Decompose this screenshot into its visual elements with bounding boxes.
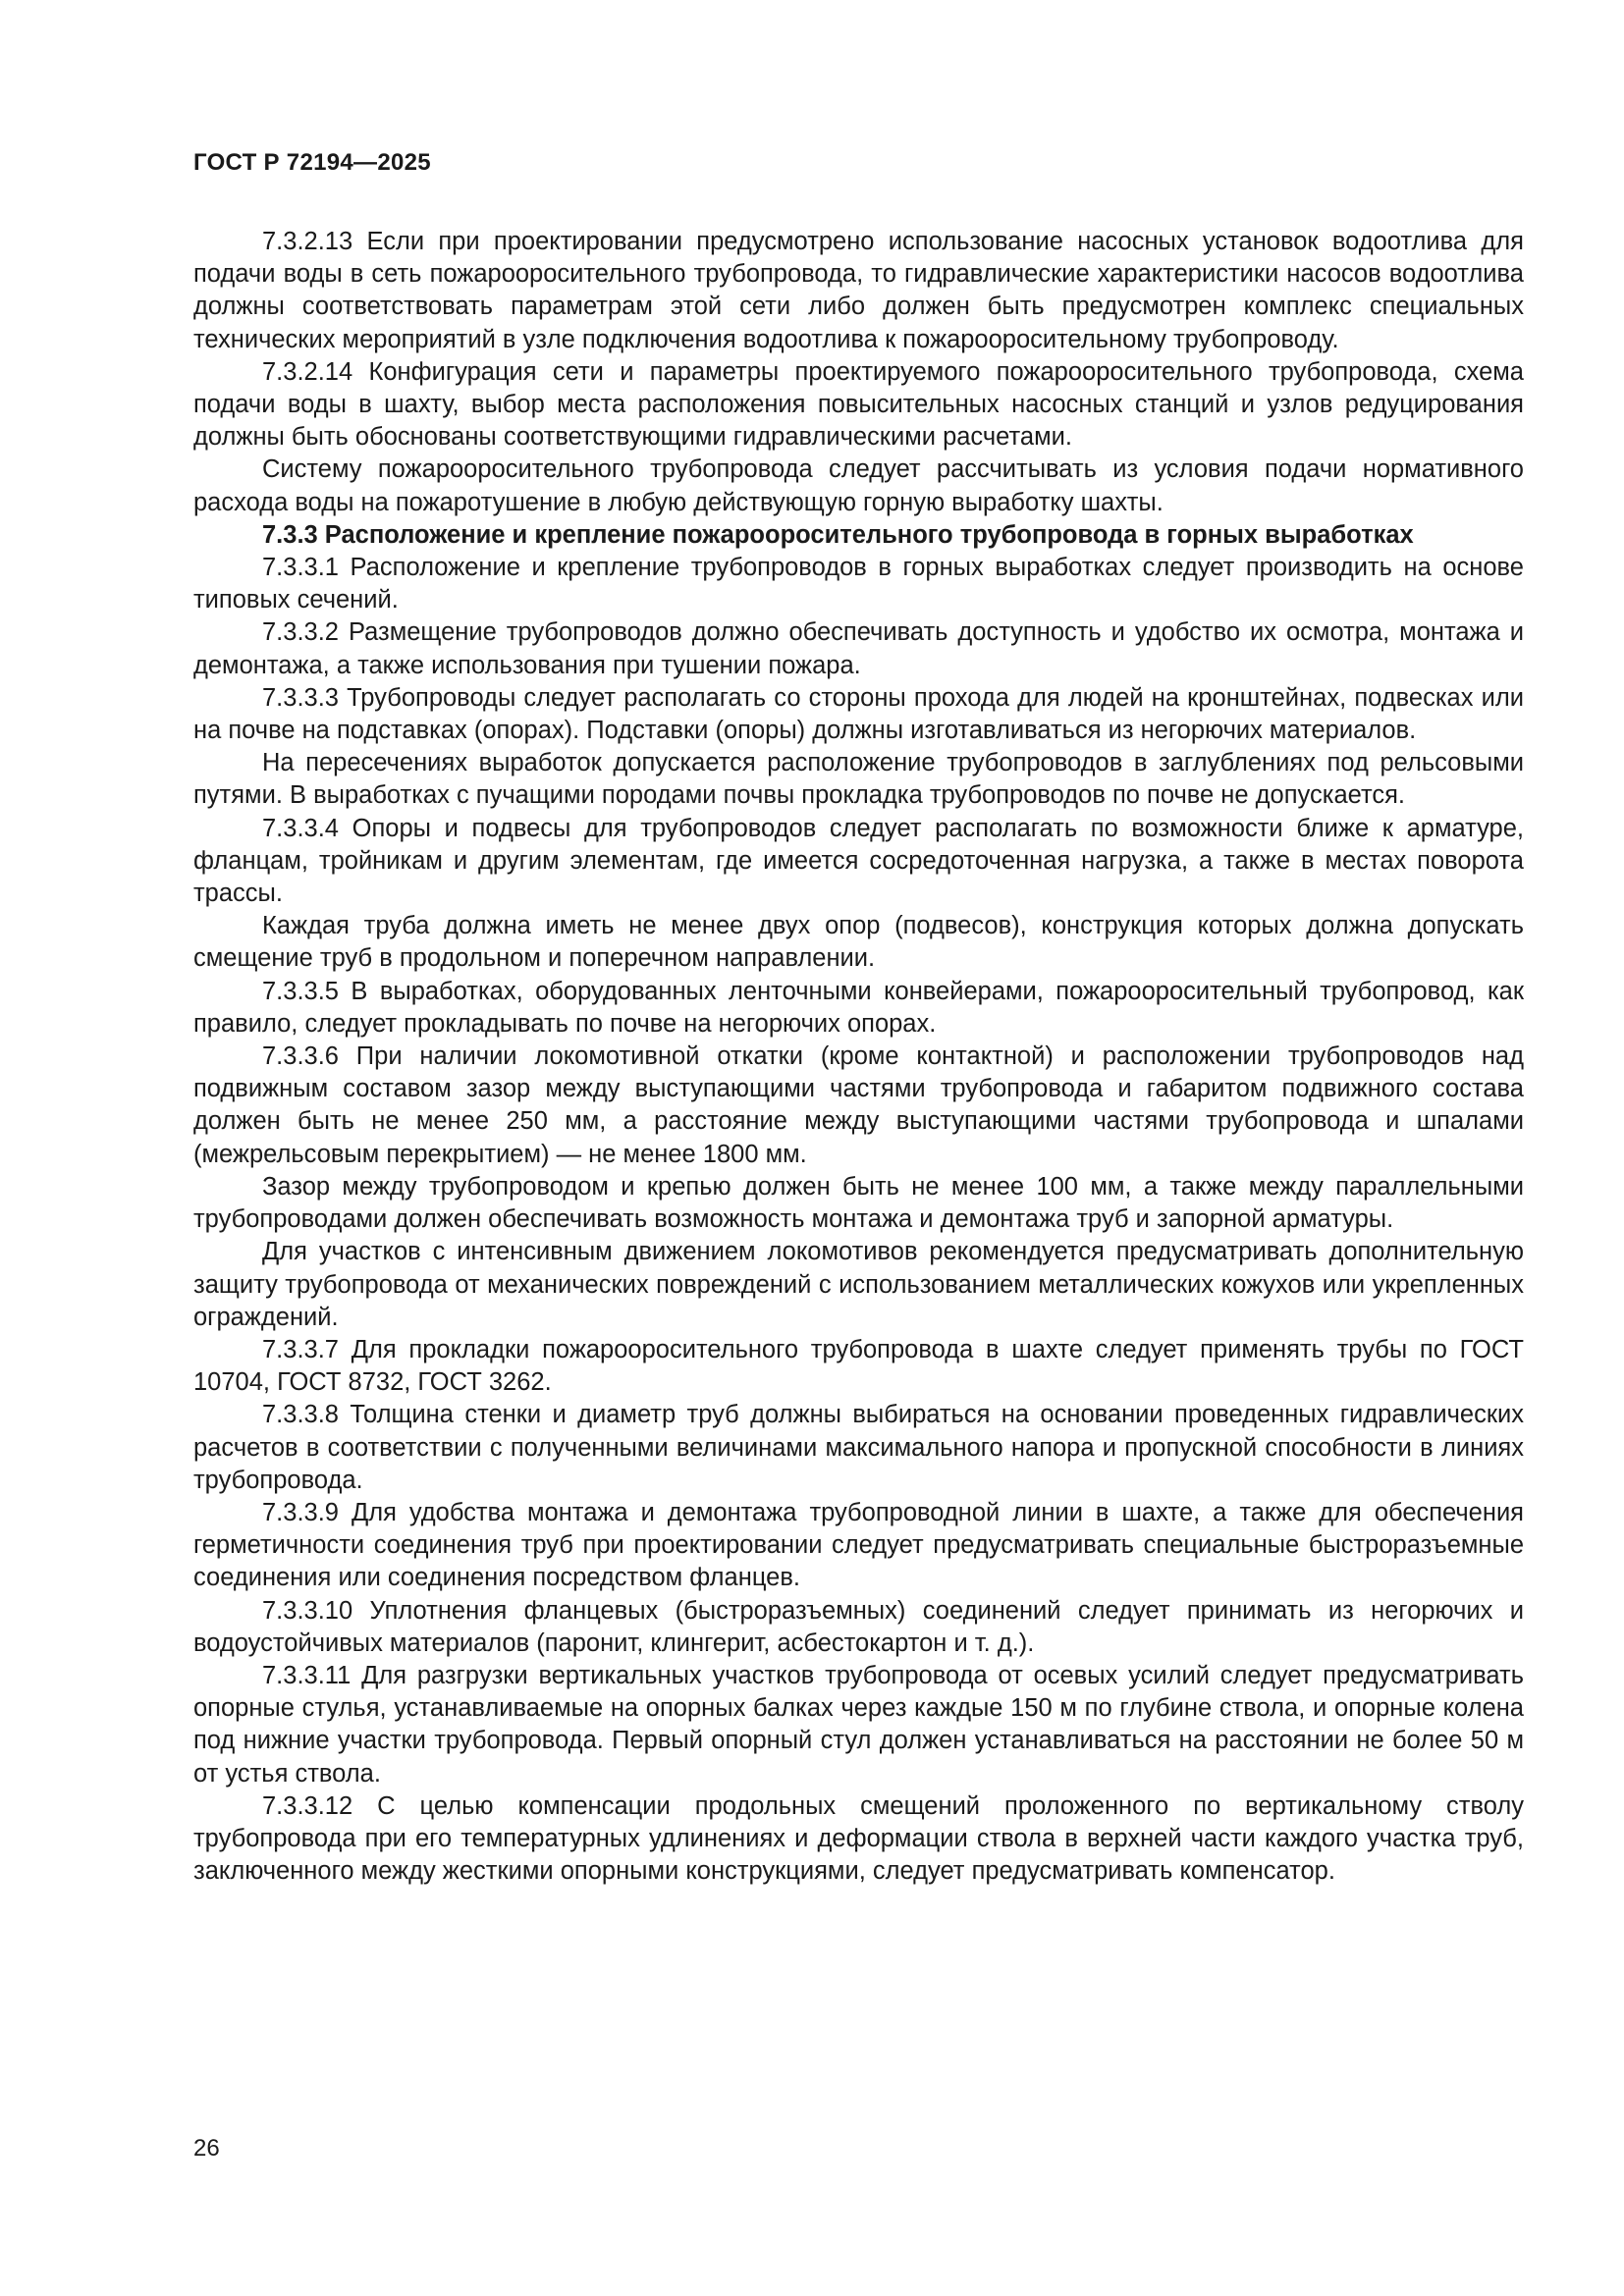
paragraph-7-3-3-6: 7.3.3.6 При наличии локомотивной откатки (кроме контактной) и расположении трубопроводов над подвижным составом зазор между выступающими частями трубопровода и габаритом подвижного состава должен быть не менее 250 мм, а расстояние между выступающими частями трубопровода и шпалами (межрельсовым перекрытием) — не менее 1800 мм. xyxy=(193,1042,1524,1168)
paragraph: Зазор между трубопроводом и крепью должен быть не менее 100 мм, а также между параллельными трубопроводами должен обеспечивать возможность монтажа и демонтажа труб и запорной арматуры. xyxy=(193,1172,1524,1234)
paragraph: На пересечениях выработок допускается расположение трубопроводов в заглублениях под рельсовыми путями. В выработках с пучащими породами почвы прокладка трубопроводов по почве не допускается. xyxy=(193,749,1524,810)
paragraph-7-3-3-9: 7.3.3.9 Для удобства монтажа и демонтажа трубопроводной линии в шахте, а также для обеспечения герметичности соединения труб при проектировании следует предусматривать специальные быстроразъемные соединения или соединения посредством фланцев. xyxy=(193,1498,1524,1592)
paragraph-7-3-3-1: 7.3.3.1 Расположение и крепление трубопроводов в горных выработках следует производить на основе типовых сечений. xyxy=(193,554,1524,614)
paragraph-7-3-3-4: 7.3.3.4 Опоры и подвесы для трубопроводов следует располагать по возможности ближе к арматуре, фланцам, тройникам и другим элементам, где имеется сосредоточенная нагрузка, а также в местах поворота трассы. xyxy=(193,814,1524,908)
document-body xyxy=(193,226,1524,1888)
document-header: ГОСТ Р 72194—2025 xyxy=(193,149,431,176)
paragraph-7-3-3-11: 7.3.3.11 Для разгрузки вертикальных участков трубопровода от осевых усилий следует предусматривать опорные стулья, устанавливаемые на опорных балках через каждые 150 м по глубине ствола, и опорные колена под нижние участки трубопровода. Первый опорный стул должен устанавливаться на расстоянии не более 50 м от устья ствола. xyxy=(193,1661,1524,1788)
paragraph-7-3-3-10: 7.3.3.10 Уплотнения фланцевых (быстроразъемных) соединений следует принимать из негорючих и водоустойчивых материалов (паронит, клингерит, асбестокартон и т. д.). xyxy=(193,1596,1524,1657)
paragraph-7-3-3-7: 7.3.3.7 Для прокладки пожарооросительного трубопровода в шахте следует применять трубы по ГОСТ 10704, ГОСТ 8732, ГОСТ 3262. xyxy=(193,1335,1524,1397)
page-number: 26 xyxy=(193,2135,220,2162)
paragraph: Каждая труба должна иметь не менее двух опор (подвесов), конструкция которых должна допускать смещение труб в продольном и поперечном направлении. xyxy=(193,912,1524,973)
paragraph-7-3-3-12: 7.3.3.12 С целью компенсации продольных смещений проложенного по вертикальному стволу трубопровода при его температурных удлинениях и деформации ствола в верхней части каждого участка труб, заключенного между жесткими опорными конструкциями, следует предусматривать компенсатор. xyxy=(193,1791,1524,1886)
paragraph-7-3-3-5: 7.3.3.5 В выработках, оборудованных ленточными конвейерами, пожарооросительный трубопровод, как правило, следует прокладывать по почве на негорючих опорах. xyxy=(193,977,1524,1038)
paragraph: Для участков с интенсивным движением локомотивов рекомендуется предусматривать дополнительную защиту трубопровода от механических повреждений с использованием металлических кожухов или укрепленных ограждений. xyxy=(193,1238,1524,1331)
paragraph-7-3-3-3: 7.3.3.3 Трубопроводы следует располагать со стороны прохода для людей на кронштейнах, подвесках или на почве на подставках (опорах). Подставки (опоры) должны изготавливаться из негорючих материалов. xyxy=(193,683,1524,745)
paragraph-7-3-3-2: 7.3.3.2 Размещение трубопроводов должно обеспечивать доступность и удобство их осмотра, монтажа и демонтажа, а также использования при тушении пожара. xyxy=(193,618,1524,679)
paragraph-7-3-2-14: 7.3.2.14 Конфигурация сети и параметры проектируемого пожарооросительного трубопровода, схема подачи воды в шахту, выбор места расположения повысительных насосных станций и узлов редуцирования должны быть обоснованы соответствующими гидравлическими расчетами. xyxy=(193,357,1524,452)
paragraph: Систему пожарооросительного трубопровода следует рассчитывать из условия подачи нормативного расхода воды на пожаротушение в любую действующую горную выработку шахты. xyxy=(193,455,1524,516)
paragraph-7-3-3-8: 7.3.3.8 Толщина стенки и диаметр труб должны выбираться на основании проведенных гидравлических расчетов в соответствии с полученными величинами максимального напора и пропускной способности в линиях трубопровода. xyxy=(193,1401,1524,1494)
paragraph-7-3-2-13: 7.3.2.13 Если при проектировании предусмотрено использование насосных установок водоотлива для подачи воды в сеть пожарооросительного трубопровода, то гидравлические характеристики насосов водоотлива должны соответствовать параметрам этой сети либо должен быть предусмотрен комплекс специальных технических мероприятий в узле подключения водоотлива к пожарооросительному трубопроводу. xyxy=(193,228,1524,353)
section-heading-7-3-3: 7.3.3 Расположение и крепление пожарооросительного трубопровода в горных выработках xyxy=(262,520,1414,549)
